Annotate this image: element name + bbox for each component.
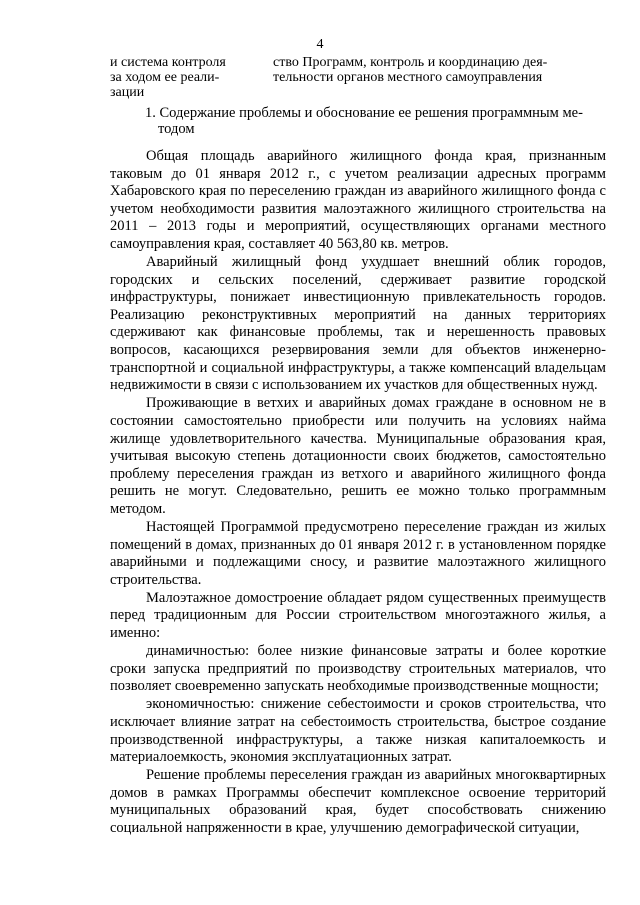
table-value-line: тельности органов местного самоуправления [273,70,543,85]
section-heading-line: тодом [158,121,195,137]
paragraph: динамичностью: более низкие финансовые затраты и более короткие сроки запуска предприятий по производству строительных материалов, что позволяет своевременно запускать необходимые производственные мощности; [110,643,606,695]
paragraph: Настоящей Программой предусмотрено переселение граждан из жилых помещений в домах, признанных до 01 января 2012 г. в установленном порядке аварийными и подлежащими сносу, и развитие малоэтажного жилищного строительства. [110,518,606,588]
paragraph: Малоэтажное домостроение обладает рядом существенных преимуществ перед традиционным для России строительством многоэтажного жилья, а именно: [110,589,606,642]
table-value-cell [273,55,606,85]
paragraph: Проживающие в ветхих и аварийных домах граждане в основном не в состоянии самостоятельно приобрести или получить на условиях найма жилище удовлетворительного качества. Муниципальные образования края, учитывая высокую степень дотационности своих бюджетов, самостоятельно проблему переселения граждан из ветхого и аварийного жилищного фонда решить не могут. Следовательно, решить ее можно только программным методом. [110,395,606,517]
table-label-cell [110,55,260,100]
section-heading-line: 1. Содержание проблемы и обоснование ее решения программным ме- [145,105,583,121]
section-heading [145,105,605,137]
body-text [110,148,606,838]
table-label-line: и система контроля [110,55,226,70]
paragraph: Аварийный жилищный фонд ухудшает внешний облик городов, городских и сельских поселений, сдерживает развитие городской инфраструктуры, понижает инвестиционную привлекательность городов. Реализацию реконструктивных мероприятий на данных территориях сдерживают как финансовые проблемы, так и нерешенность правовых вопросов, касающихся резервирования земли для объектов инженерно-транспортной и социальной инфраструктуры, а также компенсаций владельцам недвижимости в связи с использованием их участков для общественных нужд. [110,254,606,394]
table-label-line: за ходом ее реали- [110,70,220,85]
table-label-line: зации [110,85,145,100]
paragraph: Решение проблемы переселения граждан из аварийных многоквартирных домов в рамках Программы обеспечит комплексное освоение территорий муниципальных образований края, будет способствовать снижению социальной напряженности в крае, улучшению демографической ситуации, [110,767,606,837]
paragraph: экономичностью: снижение себестоимости и сроков строительства, что исключает влияние затрат на себестоимость строительства, быстрое создание производственной инфраструктуры, а также низкая капиталоемкость и материалоемкость, экономия эксплуатационных затрат. [110,696,606,766]
paragraph: Общая площадь аварийного жилищного фонда края, признанным таковым до 01 января 2012 г., с учетом реализации адресных программ Хабаровского края по переселению граждан из аварийного жилищного фонда с учетом необходимости развития малоэтажного жилищного строительства на 2011 – 2013 годы и мероприятий, осуществляющих органами местного самоуправления края, составляет 40 563,80 кв. метров. [110,148,606,252]
table-value-line: ство Программ, контроль и координацию дея- [273,55,548,70]
page-number: 4 [316,37,324,52]
